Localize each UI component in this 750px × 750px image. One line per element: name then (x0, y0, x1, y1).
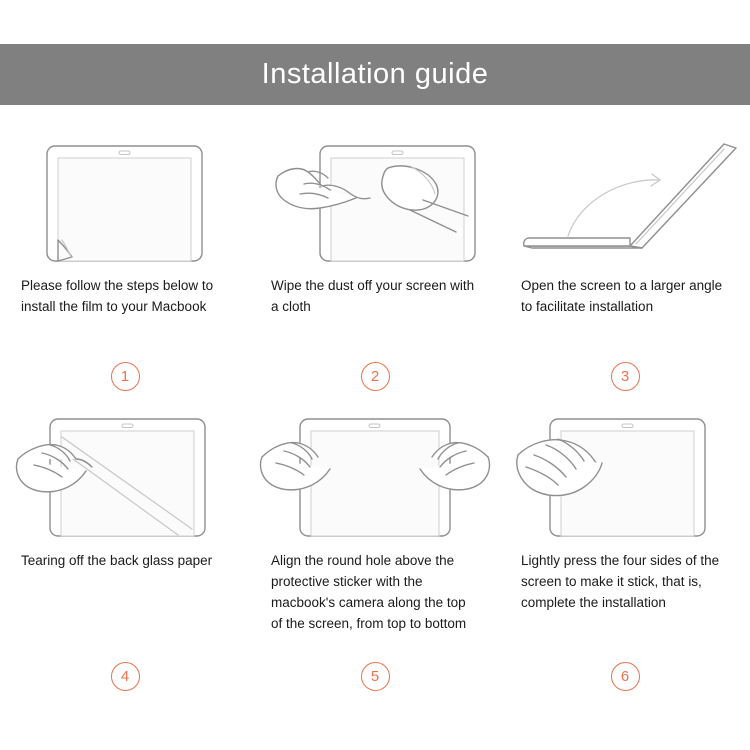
step-card-3 (500, 130, 750, 405)
step-number-wrap-4 (10, 662, 240, 691)
step-card-5 (250, 405, 500, 705)
step-number-wrap-5 (260, 662, 490, 691)
illustration-two-hands-aligning-film (260, 411, 490, 536)
illustration-hand-peeling-back-paper (10, 411, 240, 536)
step-number-5: 5 (361, 662, 390, 691)
steps-row-1 (0, 130, 750, 405)
step-number-wrap-3 (510, 362, 740, 391)
steps-row-2 (0, 405, 750, 705)
illustration-laptop-open-angle (510, 136, 740, 261)
illustration-hand-pressing-screen (510, 411, 740, 536)
step-number-2: 2 (361, 362, 390, 391)
step-card-6 (500, 405, 750, 705)
step-card-1 (0, 130, 250, 405)
step-number-1: 1 (111, 362, 140, 391)
step-caption-1: Please follow the steps below to install the film to your Macbook (21, 278, 214, 314)
step-caption-3: Open the screen to a larger angle to facilitate installation (521, 278, 723, 314)
step-number-wrap-1 (10, 362, 240, 391)
step-caption-6: Lightly press the four sides of the screen to make it stick, that is, complete the installation (521, 553, 720, 610)
step-card-2 (250, 130, 500, 405)
steps-grid (0, 130, 750, 705)
step-caption-2: Wipe the dust off your screen with a cloth (271, 278, 475, 314)
illustration-hand-wiping-screen (260, 136, 490, 261)
step-number-wrap-2 (260, 362, 490, 391)
page-title: Installation guide (261, 58, 489, 90)
step-number-3: 3 (611, 362, 640, 391)
step-number-6: 6 (611, 662, 640, 691)
step-number-4: 4 (111, 662, 140, 691)
step-caption-5: Align the round hole above the protective sticker with the macbook's camera along the top of the screen, from top to bottom (271, 553, 467, 631)
header-bar (0, 44, 750, 105)
step-number-wrap-6 (510, 662, 740, 691)
illustration-screen-with-peeling-film (10, 136, 240, 261)
step-card-4 (0, 405, 250, 705)
step-caption-4: Tearing off the back glass paper (21, 553, 213, 568)
